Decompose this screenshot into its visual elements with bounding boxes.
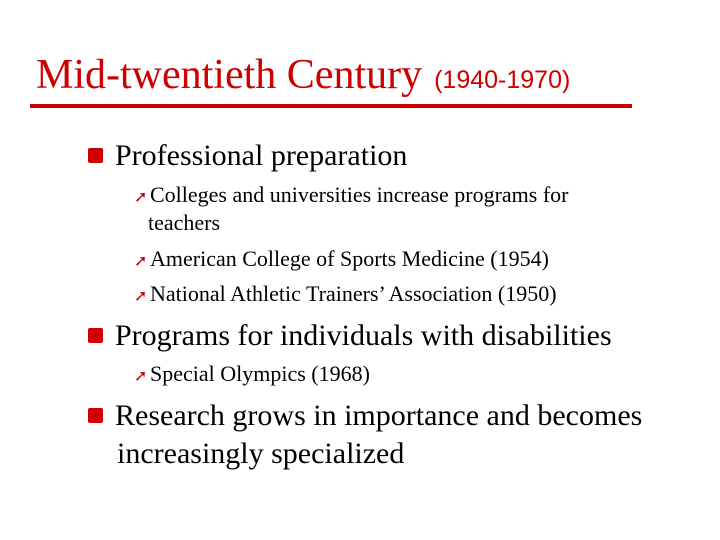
bullet-professional-preparation [88,136,407,176]
bullet-text: Professional preparation [115,139,408,172]
square-bullet-icon [88,408,103,423]
subitem-text: National Athletic Trainers’ Association (1950) [150,281,557,306]
subitem-special-olympics [134,359,370,391]
subitem-text: American College of Sports Medicine (1954) [150,246,549,271]
slide-title [36,54,570,96]
title-underline [30,104,632,108]
bullet-programs-disabilities [88,316,612,356]
bullet-text: Programs for individuals with disabilities [115,319,612,352]
bullet-research [88,396,642,436]
subitem-text: Colleges and universities increase programs for [150,182,569,207]
arrow-bullet-icon: ➚ [134,187,148,206]
arrow-bullet-icon: ➚ [134,366,148,385]
title-years: (1940-1970) [434,66,571,94]
arrow-bullet-icon: ➚ [134,286,148,305]
arrow-bullet-icon: ➚ [134,251,148,270]
subitem-text-continuation: teachers [148,210,221,235]
square-bullet-icon [88,328,103,343]
subitem-acsm [134,244,549,276]
subitem-colleges-continuation [148,208,220,238]
square-bullet-icon [88,148,103,163]
bullet-text: Research grows in importance and becomes [115,399,643,432]
bullet-research-continuation: increasingly specialized [117,437,405,470]
title-text: Mid-twentieth Century [36,52,423,98]
subitem-nata [134,279,557,311]
subitem-text: Special Olympics (1968) [150,361,370,386]
